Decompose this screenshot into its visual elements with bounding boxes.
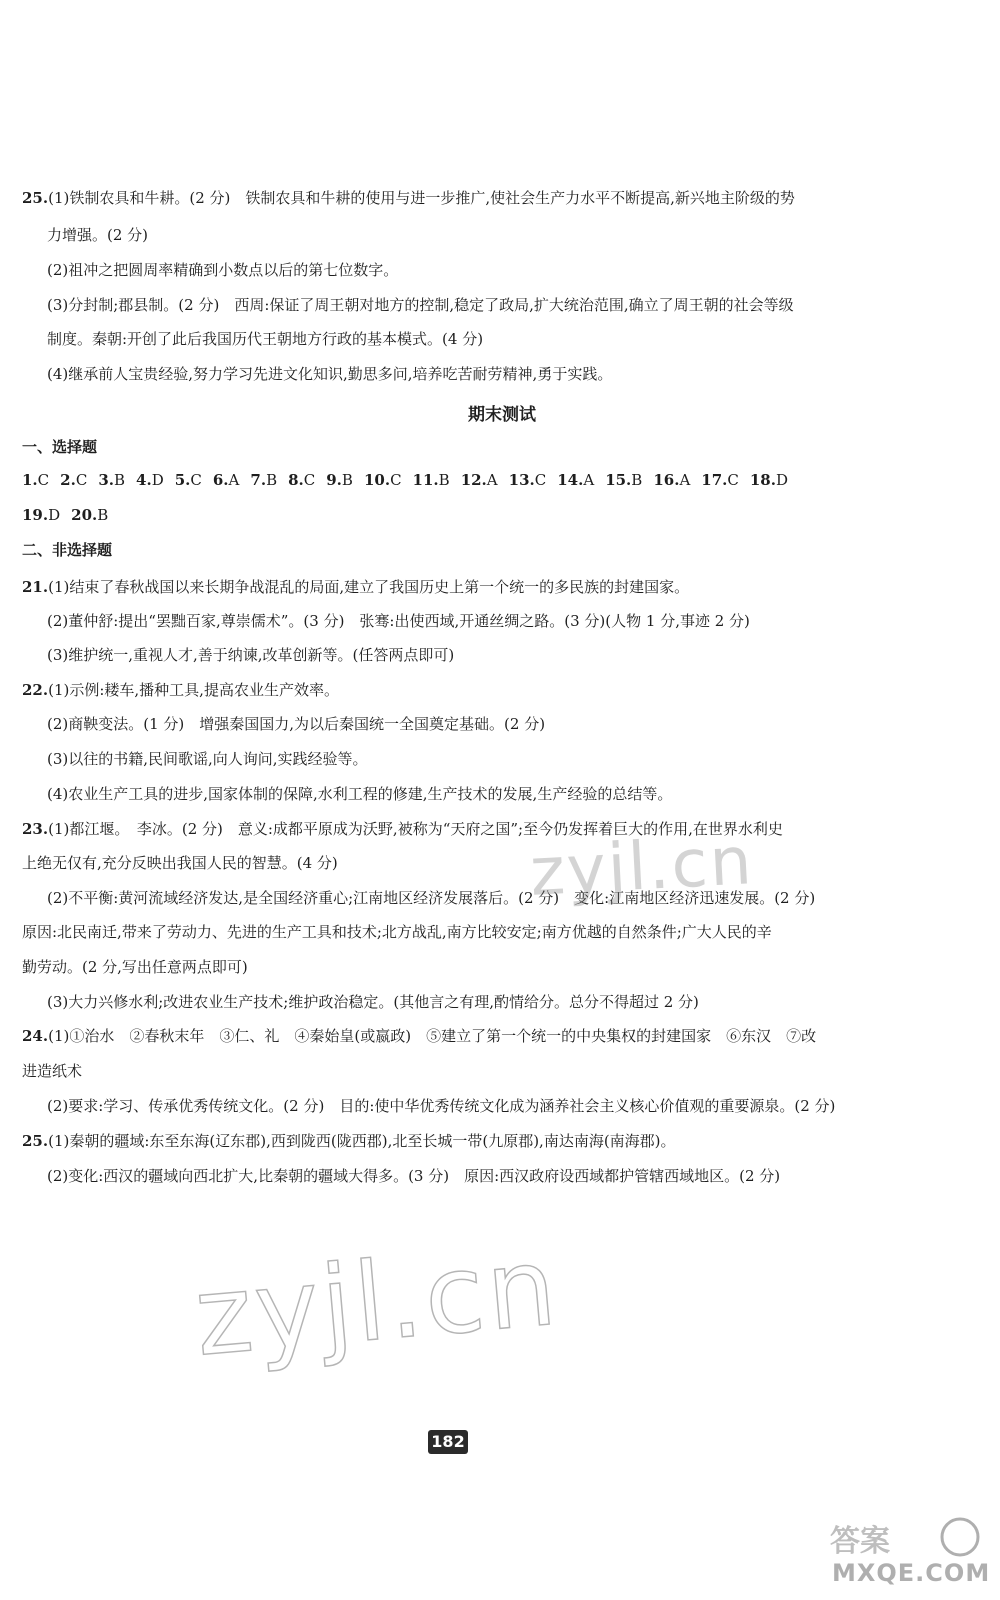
q22-line-4: (4)农业生产工具的进步,国家体制的保障,水利工程的修建,生产技术的发展,生产经验的总结等。 [47,785,673,803]
choice-answer [701,470,739,490]
choice-letter: B [631,471,643,489]
answer-page [22,0,982,1600]
answer-row-2 [22,505,119,525]
choice-letter: D [775,471,789,489]
choice-number: 4. [136,471,152,489]
choice-letter: C [303,471,316,489]
choice-number: 18. [749,471,776,489]
q25-line-5: 制度。秦朝:开创了此后我国历代王朝地方行政的基本模式。(4 分) [47,330,484,348]
choice-number: 5. [174,471,191,489]
q25-line-4: (3)分封制;郡县制。(2 分) 西周:保证了周王朝对地方的控制,稳定了政局,扩大统治范围,确立了周王朝的社会等级 [47,296,794,314]
choice-letter: B [266,471,278,489]
q22-line-3: (3)以往的书籍,民间歌谣,向人询问,实践经验等。 [47,750,368,768]
question-number: 22. [22,681,49,699]
choice-letter: B [113,471,126,489]
page-title: 期末测试 [468,405,536,425]
choice-answer [653,470,690,490]
q24-line-3: (2)要求:学习、传承优秀传统文化。(2 分) 目的:使中华优秀传统文化成为涵养社会主义核心价值观的重要源泉。(2 分) [47,1097,836,1115]
q25b-line-1: 25.(1)秦朝的疆域:东至东海(辽东郡),西到陇西(陇西郡),北至长城一带(九原郡),南达南海(南海郡)。 [22,1132,676,1150]
choice-letter: A [583,471,595,489]
choice-number: 6. [212,471,229,489]
q24-line-2: 进造纸术 [22,1062,83,1080]
choice-letter: B [97,506,109,524]
watermark-small: zyjl.cn [528,822,756,911]
choice-number: 9. [326,471,342,489]
watermark-large: zyjl.cn [190,1224,564,1381]
choice-number: 16. [653,471,680,489]
question-number: 21. [22,578,49,596]
choice-number: 13. [508,471,535,489]
choice-answer [136,470,164,490]
choice-number: 15. [605,471,632,489]
choice-number: 8. [288,471,304,489]
choice-letter: D [151,471,164,489]
q25-line-2: 力增强。(2 分) [47,226,149,244]
choice-letter: C [390,471,402,489]
choice-answer [750,470,788,490]
choice-letter: C [534,471,547,489]
section-heading-nonchoice: 二、非选择题 [22,541,113,559]
choice-number: 2. [60,471,76,489]
choice-number: 7. [250,471,267,489]
choice-answer [175,470,202,490]
q23-line-4: 原因:北民南迁,带来了劳动力、先进的生产工具和技术;北方战乱,南方比较安定;南方优越的自然条件;广大人民的辛 [22,923,772,941]
q21-line-2: (2)董仲舒:提出“罢黜百家,尊崇儒术”。(3 分) 张骞:出使西域,开通丝绸之路。(3 分)(人物 1 分,事迹 2 分) [47,612,750,630]
choice-letter: B [341,471,353,489]
choice-number: 10. [363,471,391,489]
svg-text:答案: 答案 [830,1524,890,1559]
section-heading-choice: 一、选择题 [22,438,98,456]
q21-line-3: (3)维护统一,重视人才,善于纳谏,改革创新等。(任答两点即可) [47,646,455,664]
q23-line-6: (3)大力兴修水利;改进农业生产技术;维护政治稳定。(其他言之有理,酌情给分。总分不得超过 2 分) [47,993,699,1011]
choice-number: 19. [22,506,49,524]
q22-line-2: (2)商鞅变法。(1 分) 增强秦国国力,为以后秦国统一全国奠定基础。(2 分) [47,715,546,733]
choice-answer [288,470,315,490]
choice-number: 17. [701,471,728,489]
choice-answer [605,470,642,490]
logo-url: MXQE.COM [832,1559,991,1587]
q24-line-1: 24.(1)①治水 ②春秋末年 ③仁、礼 ④秦始皇(或嬴政) ⑤建立了第一个统一的中央集权的封建国家 ⑥东汉 ⑦改 [22,1027,817,1045]
choice-letter: B [438,471,450,489]
question-number: 25. [22,189,49,207]
choice-answer [557,470,594,490]
choice-number: 1. [22,471,38,489]
choice-letter: C [37,471,50,489]
q22-line-1: 22.(1)示例:耧车,播种工具,提高农业生产效率。 [22,681,339,699]
choice-number: 11. [412,471,439,489]
choice-answer [413,470,450,490]
choice-letter: A [228,471,240,489]
choice-answer [326,470,353,490]
page-number: 182 [428,1430,468,1454]
choice-answer [22,505,60,525]
site-logo [820,1515,991,1595]
choice-answer [60,470,87,490]
q23-line-5: 勤劳动。(2 分,写出任意两点即可) [22,958,248,976]
question-number: 23. [22,820,49,838]
q23-line-1: 23.(1)都江堰。 李冰。(2 分) 意义:成都平原成为沃野,被称为“天府之国”;至今仍发挥着巨大的作用,在世界水利史 [22,820,783,838]
choice-number: 20. [71,506,98,524]
question-number: 25. [22,1132,49,1150]
choice-number: 12. [460,471,487,489]
choice-answer [213,470,240,490]
choice-answer [98,470,125,490]
choice-answer [22,470,49,490]
choice-letter: D [48,506,61,524]
q25-line-6: (4)继承前人宝贵经验,努力学习先进文化知识,勤思多问,培养吃苦耐劳精神,勇于实践。 [47,365,613,383]
choice-letter: A [486,471,498,489]
choice-letter: A [679,471,691,489]
choice-number: 3. [98,471,114,489]
logo-icon [820,1515,980,1561]
q23-line-3: (2)不平衡:黄河流域经济发达,是全国经济重心;江南地区经济发展落后。(2 分) 变化:江南地区经济迅速发展。(2 分) [47,889,816,907]
q21-line-1: 21.(1)结束了春秋战国以来长期争战混乱的局面,建立了我国历史上第一个统一的多民族的封建国家。 [22,578,690,596]
q23-line-2: 上绝无仅有,充分反映出我国人民的智慧。(4 分) [22,854,338,872]
question-number: 24. [22,1027,49,1045]
choice-answer [250,470,277,490]
q25-line-3: (2)祖冲之把圆周率精确到小数点以后的第七位数字。 [47,261,399,279]
choice-answer [509,470,547,490]
choice-letter: C [75,471,88,489]
choice-letter: C [190,471,202,489]
choice-number: 14. [557,471,584,489]
answer-row-1 [22,470,799,490]
q25b-line-2: (2)变化:西汉的疆域向西北扩大,比秦朝的疆域大得多。(3 分) 原因:西汉政府设西域都护管辖西域地区。(2 分) [47,1167,781,1185]
choice-answer [364,470,402,490]
choice-answer [71,505,108,525]
q25-line-1: 25.(1)铁制农具和牛耕。(2 分) 铁制农具和牛耕的使用与进一步推广,使社会生产力水平不断提高,新兴地主阶级的势 [22,189,795,207]
choice-answer [461,470,498,490]
choice-letter: C [727,471,739,489]
